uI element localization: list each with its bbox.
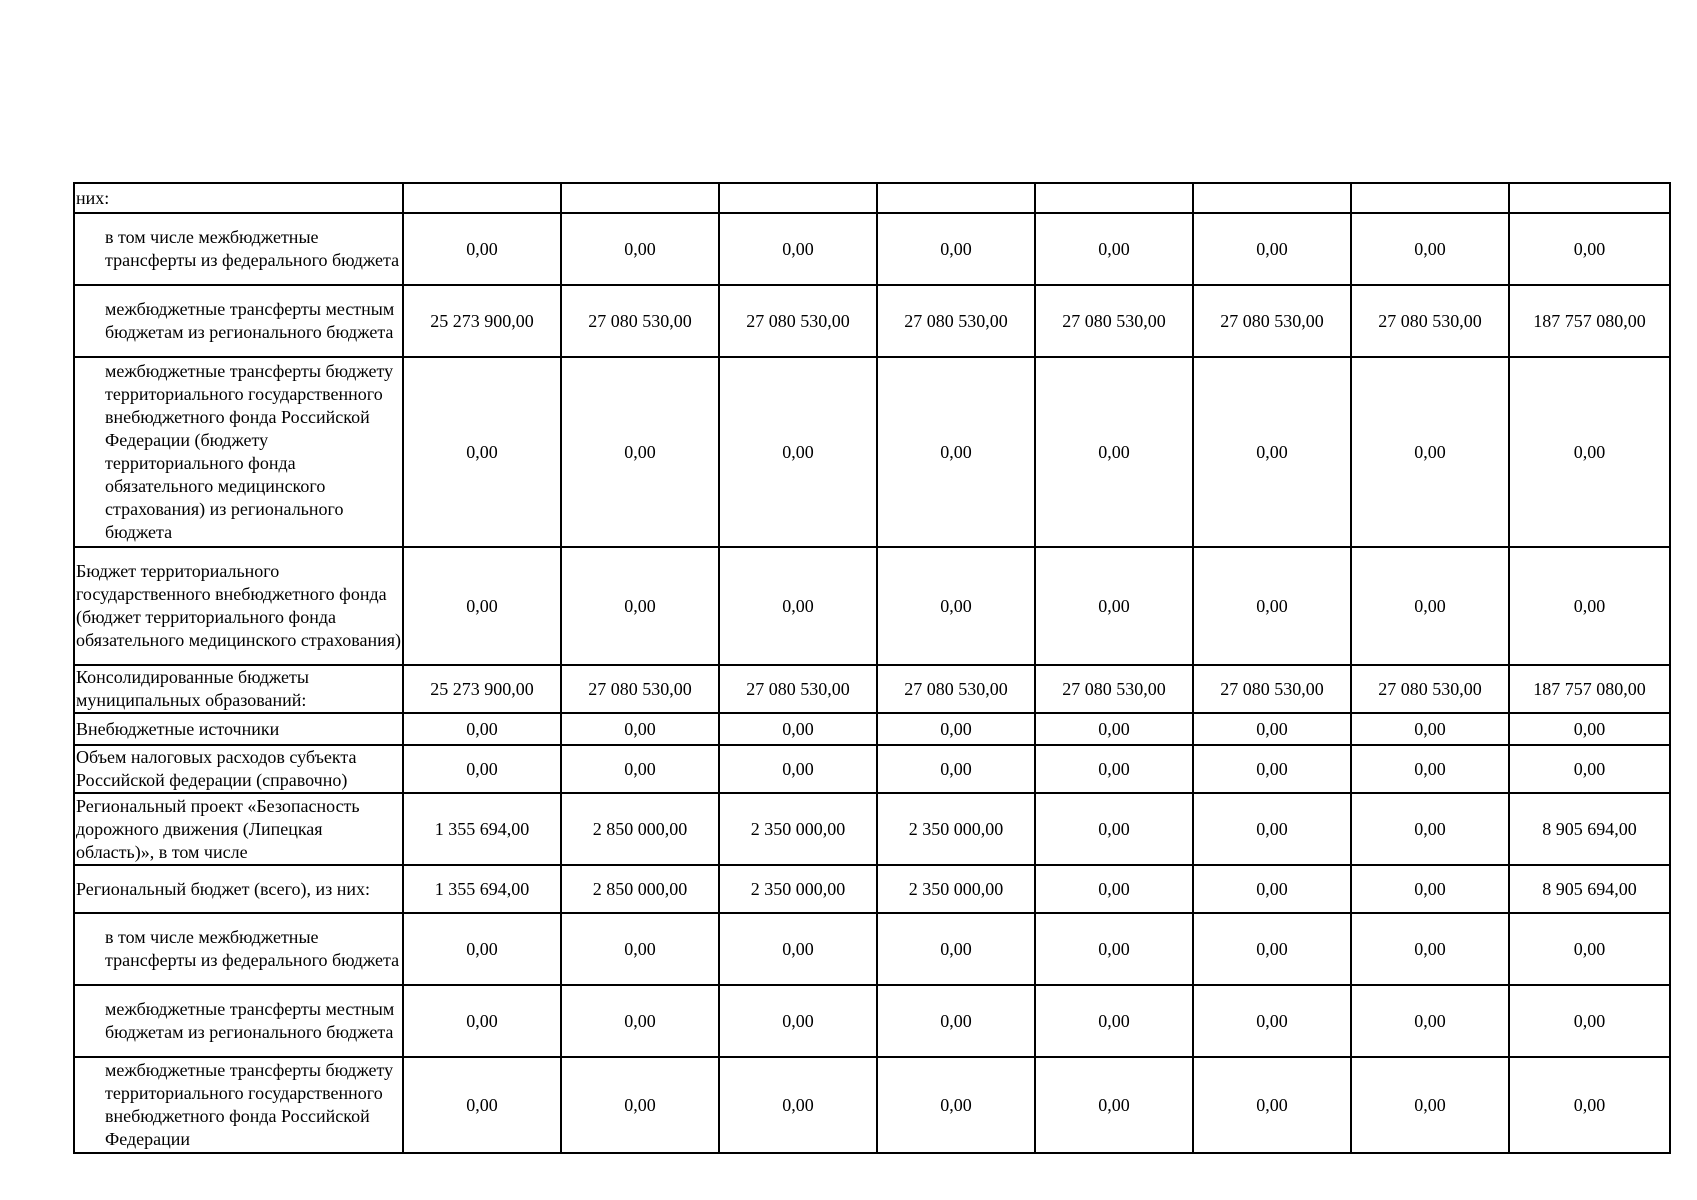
table-row: [74, 913, 1670, 985]
value-cell: 0,00: [403, 985, 561, 1057]
table-row: [74, 357, 1670, 547]
value-cell: 25 273 900,00: [403, 665, 561, 713]
value-cell: 0,00: [1035, 357, 1193, 547]
value-cell: 0,00: [1193, 357, 1351, 547]
value-cell: 0,00: [561, 713, 719, 745]
row-label: Региональный проект «Безопасность дорожного движения (Липецкая область)», в том числе: [74, 793, 403, 865]
value-cell: 0,00: [1351, 985, 1509, 1057]
table-row: [74, 793, 1670, 865]
value-cell: 27 080 530,00: [1193, 285, 1351, 357]
value-cell: [1509, 183, 1670, 213]
row-label: межбюджетные трансферты бюджету территориального государственного внебюджетного фонда Российской Федерации (бюджету территориального фонда обязательного медицинского страхования) из регионального бюджета: [74, 357, 403, 547]
value-cell: 0,00: [403, 745, 561, 793]
value-cell: [1035, 183, 1193, 213]
value-cell: 0,00: [719, 1057, 877, 1153]
row-label: Бюджет территориального государственного внебюджетного фонда (бюджет территориального фонда обязательного медицинского страхования): [74, 547, 403, 665]
table-row: [74, 985, 1670, 1057]
value-cell: 0,00: [1509, 713, 1670, 745]
value-cell: 0,00: [1509, 547, 1670, 665]
value-cell: 0,00: [561, 213, 719, 285]
table-row: [74, 285, 1670, 357]
value-cell: 0,00: [877, 357, 1035, 547]
value-cell: 0,00: [1509, 985, 1670, 1057]
value-cell: 2 350 000,00: [877, 865, 1035, 913]
value-cell: 27 080 530,00: [1351, 285, 1509, 357]
value-cell: 27 080 530,00: [1193, 665, 1351, 713]
value-cell: 0,00: [1351, 745, 1509, 793]
row-label: в том числе межбюджетные трансферты из федерального бюджета: [74, 213, 403, 285]
row-label: них:: [74, 183, 403, 213]
row-label: межбюджетные трансферты местным бюджетам из регионального бюджета: [74, 285, 403, 357]
value-cell: 0,00: [403, 547, 561, 665]
value-cell: 0,00: [403, 1057, 561, 1153]
value-cell: 0,00: [1351, 547, 1509, 665]
value-cell: 27 080 530,00: [1035, 285, 1193, 357]
value-cell: 8 905 694,00: [1509, 865, 1670, 913]
value-cell: 0,00: [1035, 913, 1193, 985]
value-cell: 0,00: [403, 913, 561, 985]
value-cell: 0,00: [719, 547, 877, 665]
value-cell: 0,00: [561, 547, 719, 665]
value-cell: 2 350 000,00: [719, 793, 877, 865]
value-cell: 0,00: [1193, 1057, 1351, 1153]
table-row: [74, 547, 1670, 665]
value-cell: 0,00: [877, 745, 1035, 793]
value-cell: 0,00: [1193, 213, 1351, 285]
value-cell: 0,00: [403, 713, 561, 745]
value-cell: 27 080 530,00: [877, 665, 1035, 713]
value-cell: 0,00: [1193, 745, 1351, 793]
value-cell: 27 080 530,00: [877, 285, 1035, 357]
value-cell: 0,00: [719, 213, 877, 285]
value-cell: 0,00: [1509, 913, 1670, 985]
value-cell: 0,00: [719, 745, 877, 793]
value-cell: 0,00: [719, 357, 877, 547]
table-row: [74, 213, 1670, 285]
value-cell: 0,00: [403, 357, 561, 547]
value-cell: 0,00: [1193, 985, 1351, 1057]
value-cell: 0,00: [877, 913, 1035, 985]
value-cell: [1193, 183, 1351, 213]
value-cell: 0,00: [1351, 357, 1509, 547]
table-row: [74, 865, 1670, 913]
value-cell: 0,00: [1509, 357, 1670, 547]
value-cell: 0,00: [1351, 713, 1509, 745]
value-cell: 0,00: [1193, 713, 1351, 745]
value-cell: 27 080 530,00: [1035, 665, 1193, 713]
value-cell: 27 080 530,00: [561, 665, 719, 713]
table-row: [74, 665, 1670, 713]
value-cell: 0,00: [1193, 865, 1351, 913]
value-cell: 0,00: [877, 713, 1035, 745]
row-label: в том числе межбюджетные трансферты из федерального бюджета: [74, 913, 403, 985]
value-cell: 0,00: [1035, 1057, 1193, 1153]
row-label: межбюджетные трансферты местным бюджетам из регионального бюджета: [74, 985, 403, 1057]
value-cell: 0,00: [877, 213, 1035, 285]
budget-table: [73, 182, 1671, 1154]
value-cell: [1351, 183, 1509, 213]
table-row: [74, 713, 1670, 745]
value-cell: 1 355 694,00: [403, 793, 561, 865]
value-cell: 0,00: [561, 1057, 719, 1153]
value-cell: 0,00: [719, 913, 877, 985]
value-cell: 0,00: [561, 357, 719, 547]
value-cell: 0,00: [1351, 1057, 1509, 1153]
value-cell: 0,00: [1351, 865, 1509, 913]
table-row: [74, 183, 1670, 213]
value-cell: 27 080 530,00: [561, 285, 719, 357]
value-cell: 0,00: [1351, 213, 1509, 285]
value-cell: 0,00: [561, 745, 719, 793]
value-cell: 8 905 694,00: [1509, 793, 1670, 865]
table-row: [74, 745, 1670, 793]
row-label: Консолидированные бюджеты муниципальных образований:: [74, 665, 403, 713]
value-cell: [719, 183, 877, 213]
value-cell: 0,00: [1509, 1057, 1670, 1153]
value-cell: 0,00: [1035, 865, 1193, 913]
value-cell: 0,00: [1035, 213, 1193, 285]
value-cell: 1 355 694,00: [403, 865, 561, 913]
value-cell: 0,00: [403, 213, 561, 285]
value-cell: 27 080 530,00: [719, 665, 877, 713]
budget-table-body: [74, 183, 1670, 1153]
value-cell: 0,00: [719, 713, 877, 745]
row-label: Объем налоговых расходов субъекта Российской федерации (справочно): [74, 745, 403, 793]
value-cell: 0,00: [1035, 745, 1193, 793]
value-cell: 0,00: [1509, 213, 1670, 285]
value-cell: 187 757 080,00: [1509, 665, 1670, 713]
value-cell: 187 757 080,00: [1509, 285, 1670, 357]
value-cell: 27 080 530,00: [719, 285, 877, 357]
row-label: Региональный бюджет (всего), из них:: [74, 865, 403, 913]
value-cell: 0,00: [1035, 793, 1193, 865]
value-cell: [561, 183, 719, 213]
value-cell: 2 350 000,00: [719, 865, 877, 913]
value-cell: 27 080 530,00: [1351, 665, 1509, 713]
value-cell: 0,00: [1193, 913, 1351, 985]
table-row: [74, 1057, 1670, 1153]
value-cell: 0,00: [877, 1057, 1035, 1153]
value-cell: 0,00: [719, 985, 877, 1057]
value-cell: 0,00: [877, 985, 1035, 1057]
value-cell: 0,00: [1193, 547, 1351, 665]
value-cell: 2 850 000,00: [561, 865, 719, 913]
value-cell: 25 273 900,00: [403, 285, 561, 357]
value-cell: 0,00: [1509, 745, 1670, 793]
value-cell: 2 350 000,00: [877, 793, 1035, 865]
value-cell: 0,00: [877, 547, 1035, 665]
value-cell: 0,00: [1351, 913, 1509, 985]
value-cell: 0,00: [1035, 985, 1193, 1057]
value-cell: 0,00: [1193, 793, 1351, 865]
row-label: Внебюджетные источники: [74, 713, 403, 745]
value-cell: 0,00: [561, 985, 719, 1057]
value-cell: 2 850 000,00: [561, 793, 719, 865]
value-cell: [403, 183, 561, 213]
row-label: межбюджетные трансферты бюджету территориального государственного внебюджетного фонда Российской Федерации: [74, 1057, 403, 1153]
value-cell: 0,00: [1351, 793, 1509, 865]
value-cell: 0,00: [1035, 713, 1193, 745]
value-cell: 0,00: [1035, 547, 1193, 665]
value-cell: [877, 183, 1035, 213]
value-cell: 0,00: [561, 913, 719, 985]
